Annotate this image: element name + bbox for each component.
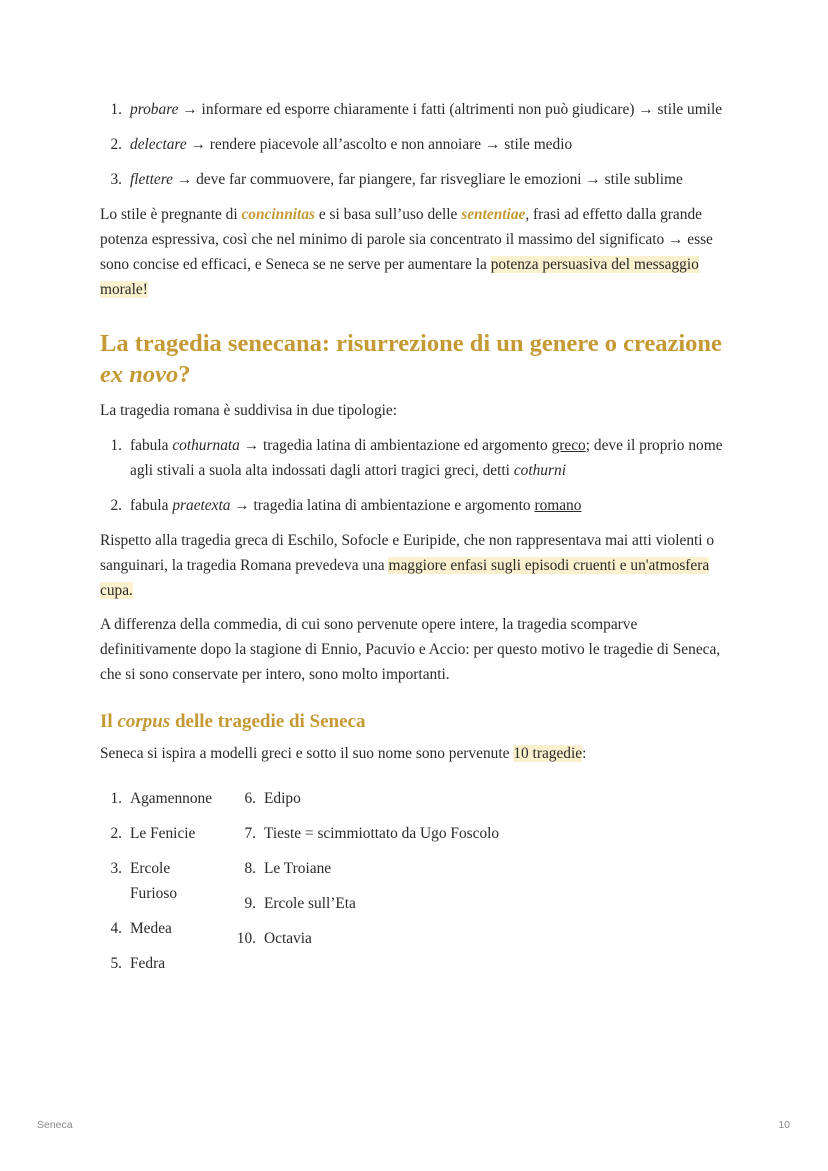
style-term: flettere — [130, 171, 174, 188]
list-item: 7. Tieste = scimmiottato da Ugo Foscolo — [244, 825, 500, 842]
style-description: informare ed esporre chiaramente i fatti (altrimenti non può giudicare) → stile umile — [201, 101, 723, 118]
highlighted-text: 10 tragedie — [513, 745, 583, 762]
style-term: probare — [130, 101, 179, 118]
list-number: 2. — [110, 497, 122, 514]
list-item: 2. Le Fenicie — [110, 825, 196, 842]
list-item — [100, 132, 732, 157]
underlined-text: greco — [551, 437, 586, 454]
subsection-heading: Il corpus delle tragedie di Seneca — [100, 711, 366, 732]
list-number: 2. — [110, 136, 122, 153]
page-content — [100, 97, 732, 986]
list-number: 1. — [110, 101, 122, 118]
tragedies-list — [100, 786, 732, 986]
list-number: 3. — [110, 171, 122, 188]
tragedy-title: Agamennone — [130, 790, 213, 807]
underlined-text: romano — [534, 497, 582, 514]
tragedy-title: Medea — [130, 920, 172, 937]
style-term: delectare — [130, 136, 187, 153]
tragedy-title: Le Troiane — [264, 860, 332, 877]
list-item: 3. Ercole Furioso — [110, 860, 178, 902]
list-item: 8. Le Troiane — [244, 860, 332, 877]
list-item: 4. Medea — [110, 920, 172, 937]
arrow: → — [186, 136, 210, 153]
tragedy-title: Fedra — [130, 955, 166, 972]
list-item: 9. Ercole sull’Eta — [244, 895, 356, 912]
list-item: 1. fabula cothurnata → tragedia latina di ambientazione ed argomento greco; deve il proprio nome agli stivali a suola alta indossati dagli attori tragici greci, detti cothurni — [100, 433, 732, 483]
styles-list — [100, 97, 732, 192]
tragedy-title: Le Fenicie — [130, 825, 196, 842]
intro-paragraph: La tragedia romana è suddivisa in due tipologie: — [100, 402, 398, 419]
list-item — [100, 97, 732, 122]
highlighted-text: maggiore enfasi sugli episodi cruenti e un'atmosfera cupa. — [100, 557, 710, 599]
corpus-intro: Seneca si ispira a modelli greci e sotto il suo nome sono pervenute 10 tragedie: — [100, 745, 587, 762]
sententiae-term: sententiae — [461, 206, 526, 223]
list-item: 2. fabula praetexta → tragedia latina di ambientazione e argomento romano — [100, 493, 732, 518]
page-number: 10 — [778, 1119, 790, 1131]
style-paragraph: Lo stile è pregnante di concinnitas e si basa sull’uso delle sententiae, frasi ad effetto dalla grande potenza espressiva, così che nel minimo di parole sia concentrato il massimo del significato → esse sono concise ed efficaci, e Seneca se ne serve per aumentare la potenza persuasiva del messaggio morale! — [100, 206, 713, 298]
greek-comparison-paragraph: Rispetto alla tragedia greca di Eschilo, Sofocle e Euripide, che non rappresentava mai atti violenti o sanguinari, la tragedia Romana prevedeva una maggiore enfasi sugli episodi cruenti e un'atmosfera cupa. — [100, 532, 715, 599]
list-item: 1. Agamennone — [110, 790, 213, 807]
arrow: → — [178, 101, 202, 118]
highlighted-text: potenza persuasiva del messaggio morale! — [100, 256, 699, 298]
list-item: 6. Edipo — [244, 790, 301, 807]
list-item: 10. Octavia — [236, 930, 312, 947]
concinnitas-term: concinnitas — [241, 206, 316, 223]
tragedy-title: Edipo — [264, 790, 301, 807]
footer-title: Seneca — [37, 1119, 73, 1131]
comedy-paragraph: A differenza della commedia, di cui sono pervenute opere intere, la tragedia scomparve definitivamente dopo la stagione di Ennio, Pacuvio e Accio: per questo motivo le tragedie di Seneca, che si sono conservate per intero, sono molto importanti. — [100, 616, 721, 683]
section-heading: La tragedia senecana: risurrezione di un genere o creazione ex novo? — [100, 330, 722, 388]
tragedy-title: Ercole sull’Eta — [264, 895, 356, 912]
list-item — [100, 167, 732, 192]
style-description: deve far commuovere, far piangere, far risvegliare le emozioni → stile sublime — [196, 171, 683, 188]
tragedies-column-2 — [234, 786, 634, 951]
types-list — [100, 433, 732, 518]
tragedy-title: Octavia — [264, 930, 312, 947]
style-description: rendere piacevole all’ascolto e non annoiare → stile medio — [209, 136, 573, 153]
tragedies-column-1 — [100, 786, 225, 976]
tragedy-title: Ercole Furioso — [130, 860, 178, 902]
arrow: → — [173, 171, 197, 188]
tragedy-title: Tieste = scimmiottato da Ugo Foscolo — [264, 825, 500, 842]
list-number: 1. — [110, 437, 122, 454]
list-item: 5. Fedra — [110, 955, 166, 972]
